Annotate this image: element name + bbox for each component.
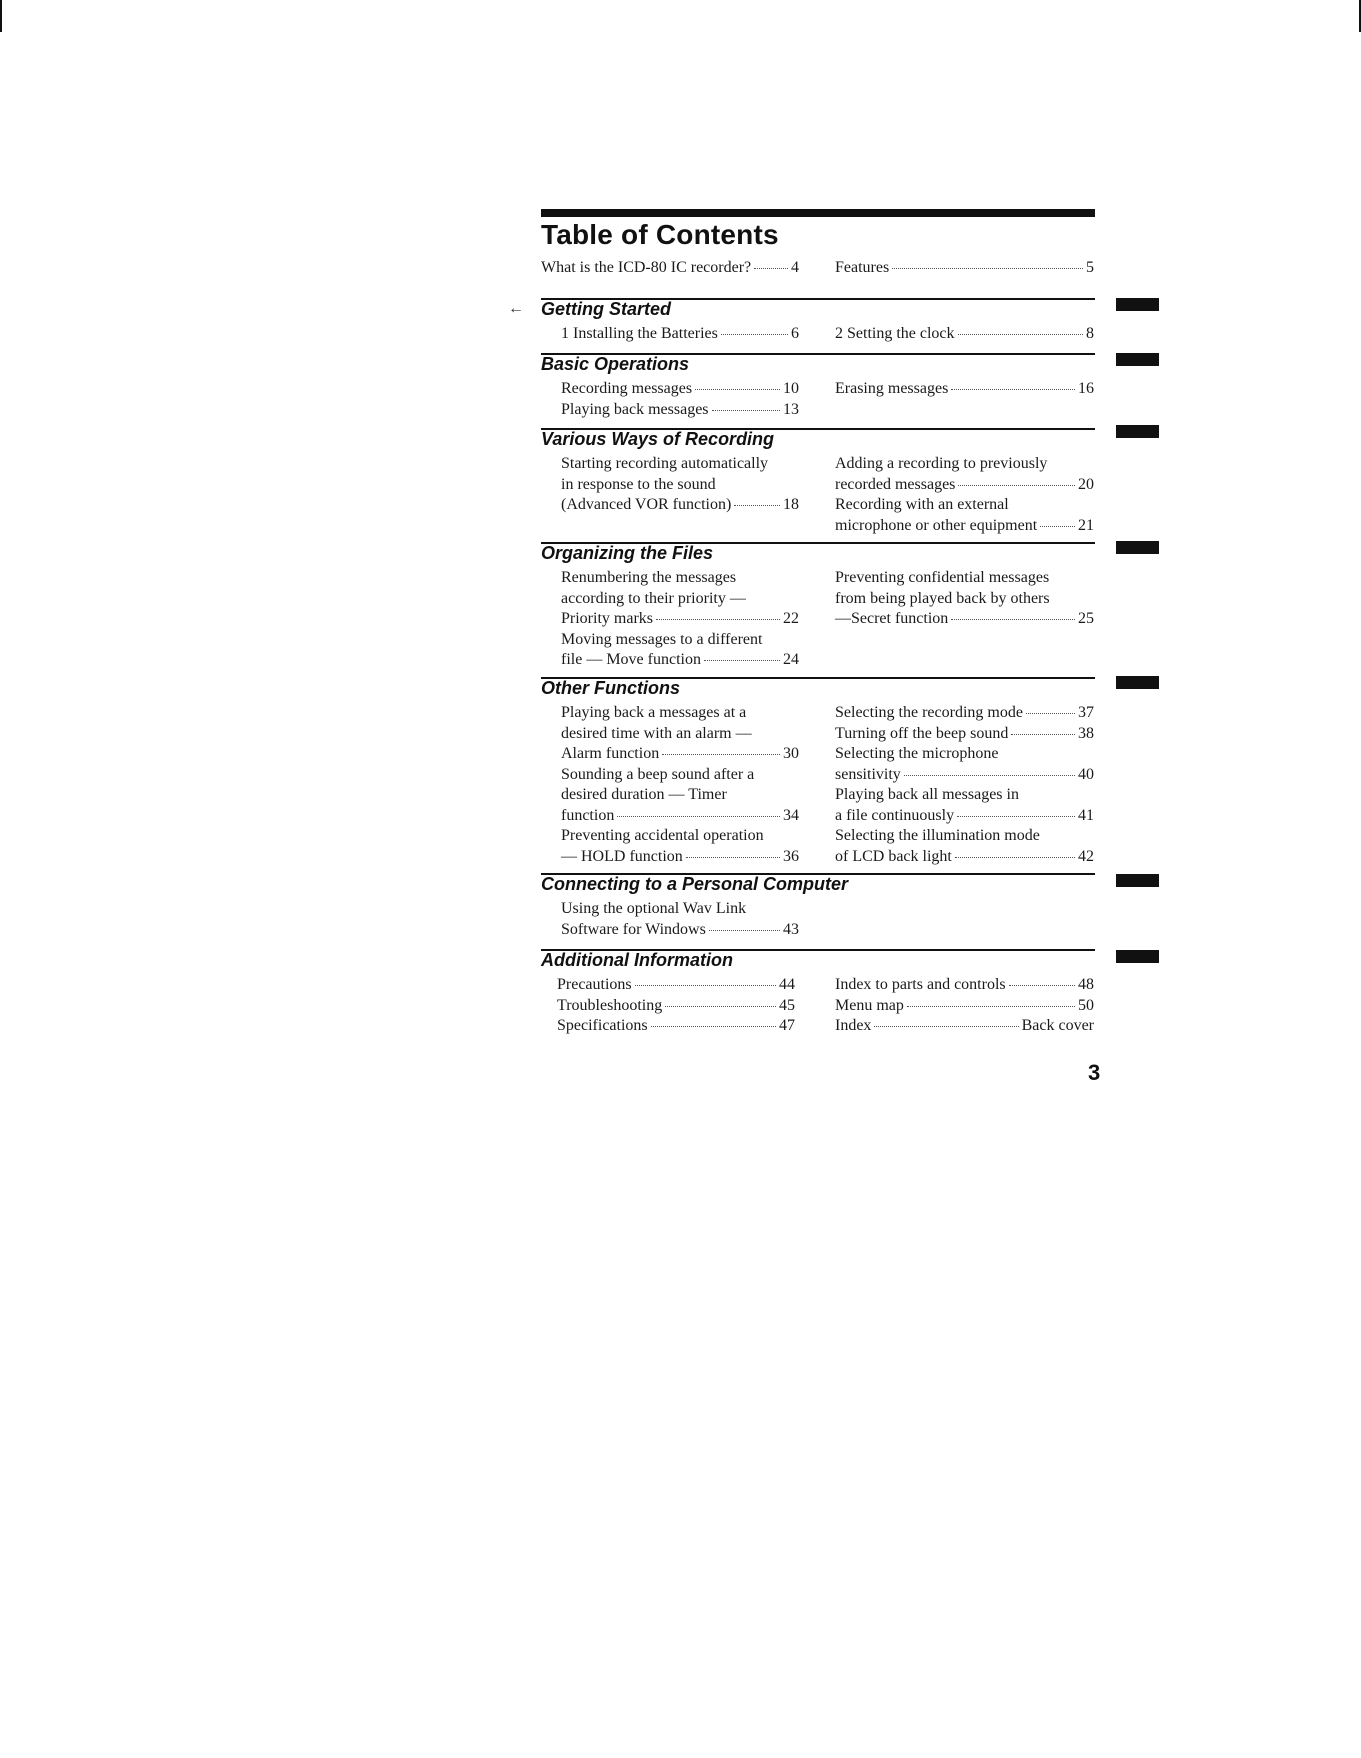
- toc-entry-text: a file continuously: [835, 806, 955, 824]
- toc-entry-text: Starting recording automatically: [561, 455, 769, 472]
- toc-entry[interactable]: [561, 379, 799, 400]
- toc-entry[interactable]: [557, 996, 795, 1017]
- toc-page-number: 48: [1078, 976, 1094, 993]
- toc-page-number: 8: [1086, 325, 1094, 342]
- margin-arrow-icon: ←: [508, 300, 524, 317]
- toc-entry-text: (Advanced VOR function): [561, 496, 732, 513]
- dot-leader: [892, 268, 1083, 269]
- dot-leader: [907, 1006, 1075, 1007]
- toc-page-number: 37: [1078, 704, 1094, 721]
- toc-entry-line: [835, 724, 1094, 745]
- left-edge-mark: [0, 0, 2, 32]
- toc-entry-line: [561, 806, 799, 827]
- dot-leader: [665, 1006, 776, 1007]
- toc-entry[interactable]: [561, 454, 799, 516]
- toc-entry-text: Selecting the recording mode: [835, 704, 1023, 721]
- toc-entry-text: from being played back by others: [835, 589, 1050, 607]
- page-title: Table of Contents: [541, 219, 779, 250]
- toc-page-number: 20: [1078, 475, 1094, 493]
- toc-entry-text: Precautions: [557, 976, 632, 993]
- toc-entry-text: Sounding a beep sound after a: [561, 765, 755, 783]
- toc-page-number: 34: [783, 806, 799, 824]
- toc-entry-text: Index: [835, 1017, 872, 1034]
- toc-entry-line: [835, 744, 1094, 765]
- toc-entry-line: [561, 454, 799, 475]
- dot-leader: [662, 754, 780, 755]
- toc-entry-text: — HOLD function: [561, 847, 683, 865]
- toc-entry[interactable]: [835, 724, 1094, 745]
- section-thumb-tab: [1116, 425, 1159, 438]
- toc-entry[interactable]: [835, 975, 1094, 996]
- toc-page-number: 43: [783, 920, 799, 938]
- toc-entry[interactable]: [561, 630, 799, 671]
- toc-entry-text: 2 Setting the clock: [835, 325, 955, 342]
- toc-entry-text: according to their priority —: [561, 589, 746, 607]
- toc-entry-line: [561, 744, 799, 765]
- toc-entry-text: Software for Windows: [561, 920, 706, 938]
- toc-page-number: 21: [1078, 516, 1094, 534]
- toc-entry-line: [561, 630, 799, 651]
- toc-page-number: 36: [783, 847, 799, 865]
- toc-entry-line: [561, 379, 799, 400]
- toc-entry-text: recorded messages: [835, 475, 956, 493]
- dot-leader: [951, 619, 1075, 620]
- toc-entry-line: [561, 826, 799, 847]
- toc-page-number: 5: [1086, 259, 1094, 276]
- toc-entry-line: [561, 589, 799, 610]
- toc-entry[interactable]: [541, 258, 799, 279]
- dot-leader: [958, 485, 1075, 486]
- toc-page-number: 30: [783, 745, 799, 762]
- toc-entry-text: in response to the sound: [561, 475, 716, 493]
- toc-entry-line: [835, 454, 1094, 475]
- toc-entry-line: [835, 258, 1094, 279]
- toc-entry-text: Selecting the microphone: [835, 745, 999, 762]
- toc-entry-text: function: [561, 806, 615, 824]
- dot-leader: [955, 857, 1075, 858]
- dot-leader: [721, 334, 788, 335]
- toc-page-number: 45: [779, 996, 795, 1014]
- toc-page-number: 42: [1078, 847, 1094, 865]
- dot-leader: [1009, 985, 1075, 986]
- toc-page-number: 25: [1078, 610, 1094, 627]
- dot-leader: [656, 619, 780, 620]
- toc-entry-line: [557, 975, 795, 996]
- toc-page-number: 44: [779, 976, 795, 993]
- dot-leader: [957, 816, 1075, 817]
- toc-entry-line: [835, 475, 1094, 496]
- toc-entry-text: Using the optional Wav Link: [561, 900, 747, 917]
- toc-entry-line: [557, 996, 795, 1017]
- toc-entry-line: [561, 568, 799, 589]
- toc-page-number: 4: [791, 259, 799, 276]
- toc-entry[interactable]: [561, 703, 799, 765]
- toc-entry-text: Moving messages to a different: [561, 630, 763, 648]
- dot-leader: [704, 660, 780, 661]
- toc-entry-text: Preventing confidential messages: [835, 569, 1050, 586]
- toc-entry-text: Preventing accidental operation: [561, 827, 764, 844]
- dot-leader: [651, 1026, 776, 1027]
- toc-entry-line: [835, 516, 1094, 537]
- toc-page-number: 38: [1078, 724, 1094, 742]
- toc-entry[interactable]: [835, 495, 1094, 536]
- toc-entry-line: [561, 495, 799, 516]
- toc-entry-text: Selecting the illumination mode: [835, 827, 1040, 844]
- toc-entry-text: microphone or other equipment: [835, 516, 1038, 534]
- toc-entry-text: Recording messages: [561, 380, 693, 397]
- toc-entry-line: [835, 324, 1094, 345]
- toc-entry-line: [561, 847, 799, 868]
- section-heading[interactable]: Basic Operations: [541, 354, 690, 374]
- toc-entry-text: Turning off the beep sound: [835, 724, 1009, 742]
- section-thumb-tab: [1116, 541, 1159, 554]
- toc-entry-text: desired duration — Timer: [561, 786, 727, 803]
- section-heading[interactable]: Getting Started: [541, 299, 672, 319]
- toc-entry-line: [835, 806, 1094, 827]
- toc-entry-text: desired time with an alarm —: [561, 724, 752, 742]
- toc-entry[interactable]: [561, 826, 799, 867]
- dot-leader: [712, 410, 780, 411]
- section-heading[interactable]: Other Functions: [541, 678, 680, 698]
- toc-entry-line: [561, 650, 799, 671]
- toc-page-number: 13: [783, 400, 799, 418]
- toc-entry-line: [835, 495, 1094, 516]
- toc-entry[interactable]: [561, 400, 799, 421]
- dot-leader: [754, 268, 788, 269]
- toc-entry-line: [835, 1016, 1094, 1037]
- toc-entry-line: [835, 379, 1094, 400]
- toc-entry[interactable]: [835, 568, 1094, 630]
- toc-entry-line: [561, 703, 799, 724]
- toc-entry[interactable]: [561, 899, 799, 940]
- toc-page-number: 10: [783, 380, 799, 397]
- toc-entry-text: Troubleshooting: [557, 996, 663, 1014]
- toc-page-number: 50: [1078, 996, 1094, 1014]
- section-heading[interactable]: Various Ways of Recording: [541, 429, 775, 449]
- section-thumb-tab: [1116, 676, 1159, 689]
- toc-entry-line: [835, 826, 1094, 847]
- toc-page-number: 22: [783, 610, 799, 627]
- dot-leader: [695, 389, 780, 390]
- toc-entry[interactable]: [835, 258, 1094, 279]
- toc-entry-text: Index to parts and controls: [835, 976, 1006, 993]
- toc-entry[interactable]: [561, 568, 799, 630]
- dot-leader: [1026, 713, 1075, 714]
- toc-page-number: Back cover: [1021, 1017, 1094, 1034]
- toc-entry-line: [541, 258, 799, 279]
- toc-entry-line: [835, 785, 1094, 806]
- section-thumb-tab: [1116, 874, 1159, 887]
- section-thumb-tab: [1116, 353, 1159, 366]
- toc-entry-text: Playing back messages: [561, 400, 709, 418]
- toc-entry-text: Playing back all messages in: [835, 786, 1019, 803]
- page-number: 3: [1088, 1060, 1101, 1085]
- toc-entry[interactable]: [835, 785, 1094, 826]
- toc-page-number: 41: [1078, 806, 1094, 824]
- toc-entry-text: —Secret function: [835, 610, 949, 627]
- toc-entry-line: [561, 324, 799, 345]
- toc-entry-text: Menu map: [835, 996, 904, 1014]
- toc-page-number: 6: [791, 325, 799, 342]
- toc-page-number: 47: [779, 1017, 795, 1034]
- toc-entry[interactable]: [835, 826, 1094, 867]
- toc-entry[interactable]: [835, 996, 1094, 1017]
- toc-entry-line: [561, 609, 799, 630]
- toc-entry-text: Renumbering the messages: [561, 569, 737, 586]
- toc-entry-text: file — Move function: [561, 651, 701, 668]
- toc-entry-line: [835, 568, 1094, 589]
- toc-entry[interactable]: [561, 765, 799, 827]
- section-heading[interactable]: Additional Information: [541, 950, 733, 970]
- toc-entry-text: What is the ICD-80 IC recorder?: [541, 259, 752, 276]
- toc-entry-text: sensitivity: [835, 765, 901, 783]
- toc-entry-text: Playing back a messages at a: [561, 704, 747, 721]
- toc-entry-line: [835, 975, 1094, 996]
- toc-page-number: 18: [783, 496, 799, 513]
- toc-entry[interactable]: [835, 703, 1094, 724]
- toc-entry-line: [561, 765, 799, 786]
- toc-entry-line: [561, 400, 799, 421]
- toc-entry-text: Features: [835, 259, 890, 276]
- toc-entry[interactable]: [557, 975, 795, 996]
- toc-entry-text: Alarm function: [561, 745, 660, 762]
- toc-entry-line: [835, 996, 1094, 1017]
- dot-leader: [734, 505, 780, 506]
- dot-leader: [958, 334, 1083, 335]
- toc-entry-line: [561, 785, 799, 806]
- toc-entry-text: of LCD back light: [835, 847, 952, 865]
- section-thumb-tab: [1116, 298, 1159, 311]
- toc-entry-line: [561, 475, 799, 496]
- toc-entry[interactable]: [835, 379, 1094, 400]
- dot-leader: [709, 930, 780, 931]
- toc-entry-line: [561, 899, 799, 920]
- toc-entry-text: Recording with an external: [835, 496, 1009, 513]
- section-thumb-tab: [1116, 950, 1159, 963]
- toc-page-number: 16: [1078, 380, 1094, 397]
- toc-entry-line: [557, 1016, 795, 1037]
- toc-page-number: 24: [783, 651, 799, 668]
- dot-leader: [1011, 734, 1075, 735]
- toc-entry-line: [835, 847, 1094, 868]
- title-bar-rule: [541, 209, 1095, 217]
- toc-entry-text: Adding a recording to previously: [835, 455, 1048, 472]
- toc-entry-line: [561, 724, 799, 745]
- toc-entry-text: Specifications: [557, 1017, 648, 1034]
- toc-entry-text: Erasing messages: [835, 380, 949, 397]
- dot-leader: [904, 775, 1075, 776]
- toc-entry-line: [561, 920, 799, 941]
- toc-page-number: 40: [1078, 765, 1094, 783]
- dot-leader: [617, 816, 780, 817]
- toc-entry[interactable]: [835, 1016, 1094, 1037]
- toc-entry[interactable]: [835, 324, 1094, 345]
- toc-entry[interactable]: [561, 324, 799, 345]
- toc-entry-line: [835, 589, 1094, 610]
- dot-leader: [635, 985, 776, 986]
- dot-leader: [1040, 526, 1075, 527]
- dot-leader: [874, 1026, 1018, 1027]
- toc-entry-text: 1 Installing the Batteries: [561, 325, 718, 342]
- toc-entry-line: [835, 703, 1094, 724]
- section-heading[interactable]: Organizing the Files: [541, 543, 714, 563]
- dot-leader: [686, 857, 780, 858]
- toc-entry[interactable]: [835, 454, 1094, 495]
- toc-entry-line: [835, 765, 1094, 786]
- toc-entry-line: [835, 609, 1094, 630]
- section-heading[interactable]: Connecting to a Personal Computer: [541, 874, 849, 894]
- toc-entry-text: Priority marks: [561, 610, 653, 627]
- toc-entry[interactable]: [835, 744, 1094, 785]
- dot-leader: [951, 389, 1075, 390]
- toc-entry[interactable]: [557, 1016, 795, 1037]
